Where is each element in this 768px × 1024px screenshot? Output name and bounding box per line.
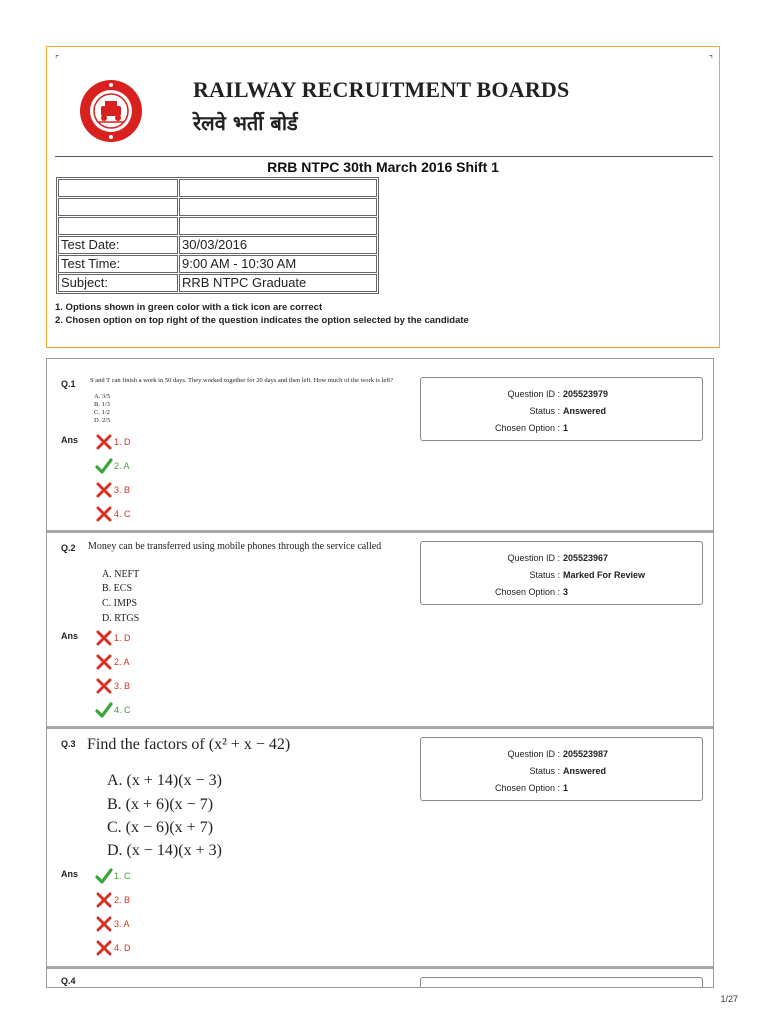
exam-header [46,46,720,348]
choice-label: 4. D [114,943,131,953]
question-info-box [420,541,703,605]
indian-railways-logo [79,79,143,143]
question-info-box [420,737,703,801]
questions-panel [46,358,714,988]
option: A. 3/5 [94,393,111,400]
cross-icon [95,629,113,647]
option: C. IMPS [102,598,138,609]
info-value [179,217,377,235]
question-number: Q.2 [61,543,76,553]
choice-label: 2. B [114,895,131,905]
instructions [55,301,469,327]
cross-icon [95,891,113,909]
info-value [179,179,377,197]
status-label: Status : [529,766,560,776]
question-id-value: 205523979 [563,389,609,399]
question-info-box [420,377,703,441]
answer-label: Ans [61,631,79,641]
exam-title: RRB NTPC 30th March 2016 Shift 1 [267,159,499,175]
answer-choice [95,433,131,451]
question-id-value: 205523967 [563,553,609,563]
answer-choice [95,481,130,499]
option: D. RTGS [102,613,140,624]
choice-label: 3. B [114,485,131,495]
option: B. ECS [102,583,133,594]
exam-info-table [56,177,379,294]
question-block [47,359,713,533]
chosen-option-value: 1 [563,423,569,433]
cross-icon [95,677,113,695]
info-key [58,179,178,197]
info-key: Test Date: [58,236,178,254]
info-row [58,217,377,235]
option: A. (x + 14)(x − 3) [107,772,222,789]
info-row [58,274,377,292]
answer-choice [95,867,131,885]
question-number: Q.3 [61,739,76,749]
status-label: Status : [529,406,560,416]
check-icon [95,701,113,719]
option: D. (x − 14)(x + 3) [107,842,222,859]
status-label: Status : [529,570,560,580]
question-block [47,729,713,969]
info-key: Subject: [58,274,178,292]
question-text: Find the factors of (x² + x − 42) [87,736,291,753]
info-value: RRB NTPC Graduate [179,274,377,292]
answer-choice [95,915,130,933]
question-block [47,969,713,988]
info-key [58,198,178,216]
choice-label: 2. A [114,461,130,471]
title-divider [55,156,713,157]
cross-icon [95,481,113,499]
question-number: Q.4 [61,976,76,986]
instruction-line: 2. Chosen option on top right of the question indicates the option selected by the candidate [55,315,469,326]
check-icon [95,457,113,475]
answer-choice [95,457,130,475]
cross-icon [95,915,113,933]
info-row [58,255,377,273]
choice-label: 3. A [114,919,130,929]
corner-mark-right: ⌝ [708,55,713,65]
choice-label: 1. D [114,437,131,447]
info-value [179,198,377,216]
answer-choice [95,939,131,957]
choice-label: 1. C [114,871,131,881]
corner-mark-left: ⌜ [55,55,60,65]
cross-icon [95,939,113,957]
question-block [47,533,713,729]
choice-label: 3. B [114,681,131,691]
option: D. 2/5 [94,417,111,424]
org-name-hindi: रेलवे भर्ती बोर्ड [193,111,298,135]
question-text: Money can be transferred using mobile phones through the service called [88,541,382,552]
info-key: Test Time: [58,255,178,273]
answer-choice [95,629,131,647]
status-value: Answered [563,766,607,776]
answer-choice [95,891,130,909]
page-number: 1/27 [720,994,738,1004]
status-value: Marked For Review [563,570,646,580]
option: B. 1/3 [94,401,110,408]
question-text: S and T can finish a work in 50 days. They worked together for 20 days and then left. How much of the work is left? [90,377,394,384]
org-name-english: RAILWAY RECRUITMENT BOARDS [193,77,570,102]
info-row [58,198,377,216]
choice-label: 2. A [114,657,130,667]
chosen-option-label: Chosen Option : [494,783,560,793]
option: B. (x + 6)(x − 7) [107,796,214,813]
status-value: Answered [563,406,607,416]
check-icon [95,867,113,885]
info-value: 30/03/2016 [179,236,377,254]
answer-label: Ans [61,869,79,879]
choice-label: 4. C [114,509,131,519]
answer-choice [95,677,130,695]
info-row [58,179,377,197]
info-row [58,236,377,254]
chosen-option-label: Chosen Option : [494,587,560,597]
chosen-option-value: 1 [563,783,569,793]
answer-choice [95,505,131,523]
cross-icon [95,653,113,671]
chosen-option-value: 3 [563,587,569,597]
question-id-label: Question ID : [507,553,560,563]
choice-label: 4. C [114,705,131,715]
answer-choice [95,653,130,671]
question-id-label: Question ID : [507,749,560,759]
info-value: 9:00 AM - 10:30 AM [179,255,377,273]
instruction-line: 1. Options shown in green color with a tick icon are correct [55,302,323,313]
cross-icon [95,433,113,451]
answer-label: Ans [61,435,79,445]
choice-label: 1. D [114,633,131,643]
chosen-option-label: Chosen Option : [494,423,560,433]
question-id-label: Question ID : [507,389,560,399]
answer-choice [95,701,131,719]
option: C. 1/2 [94,409,110,416]
question-id-value: 205523987 [563,749,609,759]
info-key [58,217,178,235]
option: A. NEFT [102,569,140,580]
cross-icon [95,505,113,523]
question-number: Q.1 [61,379,76,389]
question-info-box [420,977,703,988]
option: C. (x − 6)(x + 7) [107,819,214,836]
